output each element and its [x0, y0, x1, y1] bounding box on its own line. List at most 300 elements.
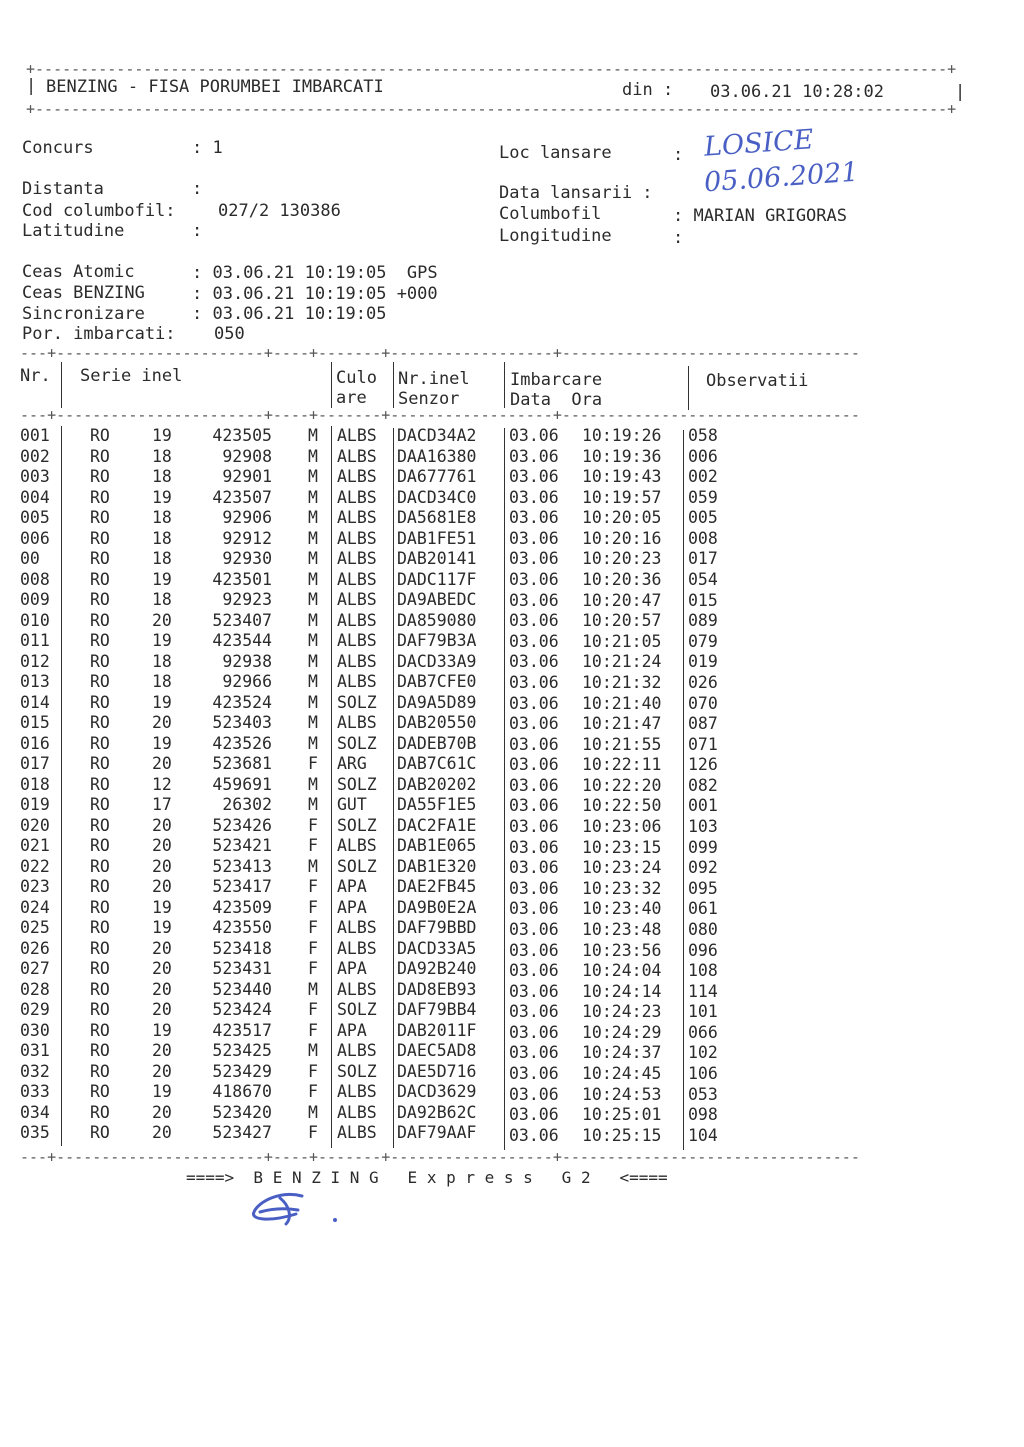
- cell-nr: 029: [20, 1000, 50, 1019]
- cell-date: 03.06: [509, 693, 559, 713]
- cell-year: 20: [152, 754, 172, 773]
- cell-time: 10:24:14: [582, 981, 662, 1001]
- cell-country: RO: [90, 446, 110, 466]
- cell-year: 19: [152, 733, 172, 753]
- table-row: [0, 467, 1000, 487]
- cell-nr: 030: [20, 1020, 50, 1040]
- cell-country: RO: [90, 569, 110, 589]
- cell-sex: M: [308, 467, 318, 486]
- cod-columbofil-value: 027/2 130386: [218, 201, 341, 221]
- sincronizare-label: Sincronizare: [22, 304, 145, 324]
- cell-nr: 024: [20, 897, 50, 917]
- cell-ring: 523681: [212, 754, 272, 773]
- cell-sex: F: [308, 1061, 318, 1081]
- cell-country: RO: [90, 528, 110, 548]
- cell-ring: 523424: [212, 1000, 272, 1019]
- cell-date: 03.06: [509, 919, 559, 939]
- cell-time: 10:21:47: [582, 714, 662, 734]
- columbofil-label: Columbofil: [499, 204, 602, 224]
- cell-color: APA: [337, 959, 367, 978]
- cell-obs: 089: [688, 611, 718, 631]
- cell-country: RO: [90, 508, 110, 527]
- cell-ring: 523421: [212, 836, 272, 855]
- table-row: [0, 775, 1000, 795]
- cell-date: 03.06: [509, 446, 559, 466]
- cell-date: 03.06: [509, 755, 559, 775]
- cell-year: 19: [152, 692, 172, 712]
- cell-sensor: DACD34A2: [397, 426, 477, 445]
- cell-color: ALBS: [337, 487, 377, 507]
- cell-country: RO: [90, 733, 110, 753]
- cell-nr: 004: [20, 487, 50, 507]
- cell-time: 10:22:11: [582, 755, 662, 775]
- cell-date: 03.06: [509, 837, 559, 857]
- table-top-border: ---+-----------------------+----+-------+------------------+---------------------------------: [20, 344, 860, 362]
- cell-obs: 104: [688, 1125, 718, 1145]
- cell-obs: 079: [688, 631, 718, 651]
- table-row: [0, 939, 1000, 959]
- cell-time: 10:24:53: [582, 1084, 662, 1104]
- cell-ring: 523429: [212, 1061, 272, 1081]
- cell-time: 10:21:40: [582, 693, 662, 713]
- cell-time: 10:24:23: [582, 1002, 662, 1022]
- cell-sensor: DAB2011F: [397, 1020, 477, 1040]
- table-row: [0, 877, 1000, 897]
- cell-country: RO: [90, 426, 110, 445]
- concurs-value: : 1: [192, 138, 223, 158]
- cell-color: ALBS: [337, 508, 377, 527]
- cell-color: ALBS: [337, 918, 377, 937]
- table-row: [0, 980, 1000, 1000]
- table-row: [0, 754, 1000, 774]
- cell-sex: F: [308, 1000, 318, 1019]
- table-row: [0, 713, 1000, 733]
- cell-country: RO: [90, 979, 110, 999]
- cell-nr: 031: [20, 1041, 50, 1060]
- cell-color: ALBS: [337, 610, 377, 630]
- cell-color: ALBS: [337, 1041, 377, 1060]
- data-lansarii-value-handwritten: 05.06.2021: [703, 156, 860, 199]
- cell-ring: 423544: [212, 631, 272, 650]
- cell-country: RO: [90, 815, 110, 835]
- cell-year: 17: [152, 795, 172, 814]
- cell-nr: 016: [20, 733, 50, 753]
- table-row: [0, 672, 1000, 692]
- cell-color: ARG: [337, 754, 367, 773]
- cell-sensor: DAF79BBD: [397, 918, 477, 937]
- cell-obs: 001: [688, 796, 718, 816]
- cell-obs: 096: [688, 940, 718, 960]
- footer-banner: ====> B E N Z I N G E x p r e s s G 2 <====: [186, 1168, 668, 1187]
- cell-sex: F: [308, 1020, 318, 1040]
- cell-obs: 103: [688, 817, 718, 837]
- data-lansarii-label: Data lansarii :: [499, 183, 653, 203]
- loc-colon: :: [673, 145, 684, 165]
- col-header-culoare-1: Culo: [336, 368, 377, 388]
- cell-color: ALBS: [337, 1082, 377, 1101]
- table-header-bottom-border: ---+-----------------------+----+-------+------------------+---------------------------------: [20, 406, 860, 424]
- cell-nr: 028: [20, 979, 50, 999]
- table-bottom-border: ---+-----------------------+----+-------+------------------+---------------------------------: [20, 1148, 860, 1166]
- cell-country: RO: [90, 1123, 110, 1142]
- cell-year: 19: [152, 918, 172, 937]
- cell-obs: 071: [688, 734, 718, 754]
- cell-nr: 005: [20, 508, 50, 527]
- cell-ring: 423550: [212, 918, 272, 937]
- cell-date: 03.06: [509, 426, 559, 445]
- cell-time: 10:20:57: [582, 611, 662, 631]
- cell-sensor: DACD33A9: [397, 651, 477, 671]
- cell-obs: 080: [688, 919, 718, 939]
- cell-date: 03.06: [509, 549, 559, 569]
- cell-color: ALBS: [337, 938, 377, 958]
- cell-time: 10:23:06: [582, 817, 662, 837]
- cell-obs: 054: [688, 570, 718, 590]
- table-row: [0, 1123, 1000, 1143]
- cell-year: 20: [152, 877, 172, 896]
- cell-country: RO: [90, 754, 110, 773]
- cell-country: RO: [90, 631, 110, 650]
- cell-sex: M: [308, 713, 318, 732]
- cell-time: 10:19:26: [582, 426, 662, 445]
- cell-sex: M: [308, 774, 318, 794]
- cell-date: 03.06: [509, 734, 559, 754]
- cell-nr: 018: [20, 774, 50, 794]
- cell-date: 03.06: [509, 1002, 559, 1022]
- cell-obs: 026: [688, 672, 718, 692]
- cell-sensor: DAE2FB45: [397, 877, 477, 896]
- cell-obs: 002: [688, 467, 718, 487]
- cell-obs: 006: [688, 446, 718, 466]
- cell-date: 03.06: [509, 775, 559, 795]
- cell-sex: M: [308, 795, 318, 814]
- cell-color: ALBS: [337, 979, 377, 999]
- cell-color: SOLZ: [337, 774, 377, 794]
- cell-country: RO: [90, 1102, 110, 1122]
- cod-columbofil-label: Cod columbofil:: [22, 201, 176, 221]
- cell-year: 20: [152, 959, 172, 978]
- cell-obs: 092: [688, 858, 718, 878]
- cell-obs: 066: [688, 1022, 718, 1042]
- table-row: [0, 1000, 1000, 1020]
- cell-ring: 423509: [212, 897, 272, 917]
- table-row: [0, 734, 1000, 754]
- cell-year: 20: [152, 979, 172, 999]
- cell-year: 19: [152, 426, 172, 445]
- cell-nr: 034: [20, 1102, 50, 1122]
- cell-date: 03.06: [509, 652, 559, 672]
- cell-sensor: DAEC5AD8: [397, 1041, 477, 1060]
- cell-country: RO: [90, 938, 110, 958]
- cell-year: 18: [152, 651, 172, 671]
- columbofil-value: : MARIAN GRIGORAS: [673, 206, 847, 226]
- cell-sensor: DACD33A5: [397, 938, 477, 958]
- cell-country: RO: [90, 795, 110, 814]
- cell-obs: 061: [688, 899, 718, 919]
- cell-nr: 035: [20, 1123, 50, 1142]
- latitudine-value: :: [192, 221, 203, 241]
- cell-country: RO: [90, 692, 110, 712]
- cell-color: APA: [337, 1020, 367, 1040]
- cell-year: 19: [152, 487, 172, 507]
- cell-ring: 26302: [222, 795, 272, 814]
- cell-sex: F: [308, 918, 318, 937]
- table-row: [0, 795, 1000, 815]
- vline-imbarcare: [504, 362, 505, 408]
- cell-country: RO: [90, 590, 110, 609]
- cell-sensor: DADEB70B: [397, 733, 477, 753]
- table-row: [0, 529, 1000, 549]
- cell-time: 10:25:01: [582, 1105, 662, 1125]
- cell-obs: 087: [688, 714, 718, 734]
- cell-sensor: DA9A5D89: [397, 692, 477, 712]
- table-row: [0, 631, 1000, 651]
- cell-color: ALBS: [337, 590, 377, 609]
- cell-date: 03.06: [509, 1043, 559, 1063]
- cell-nr: 015: [20, 713, 50, 732]
- cell-sensor: DAF79BB4: [397, 1000, 477, 1019]
- cell-ring: 523418: [212, 938, 272, 958]
- cell-date: 03.06: [509, 796, 559, 816]
- cell-nr: 023: [20, 877, 50, 896]
- cell-sex: M: [308, 549, 318, 568]
- cell-year: 18: [152, 590, 172, 609]
- cell-ring: 92930: [222, 549, 272, 568]
- latitudine-label: Latitudine: [22, 221, 125, 241]
- cell-ring: 92966: [222, 672, 272, 691]
- cell-nr: 014: [20, 692, 50, 712]
- cell-sensor: DAB7C61C: [397, 754, 477, 773]
- cell-obs: 070: [688, 693, 718, 713]
- cell-ring: 523407: [212, 610, 272, 630]
- cell-color: SOLZ: [337, 1000, 377, 1019]
- table-row: [0, 447, 1000, 467]
- cell-date: 03.06: [509, 1022, 559, 1042]
- cell-nr: 006: [20, 528, 50, 548]
- table-row: [0, 959, 1000, 979]
- cell-country: RO: [90, 877, 110, 896]
- cell-sensor: DADC117F: [397, 569, 477, 589]
- cell-country: RO: [90, 672, 110, 691]
- cell-sex: M: [308, 1102, 318, 1122]
- cell-year: 19: [152, 569, 172, 589]
- table-row: [0, 570, 1000, 590]
- table-row: [0, 549, 1000, 569]
- cell-year: 20: [152, 1102, 172, 1122]
- cell-ring: 423526: [212, 733, 272, 753]
- table-row: [0, 918, 1000, 938]
- cell-sex: F: [308, 897, 318, 917]
- cell-date: 03.06: [509, 899, 559, 919]
- cell-country: RO: [90, 897, 110, 917]
- cell-date: 03.06: [509, 1084, 559, 1104]
- cell-sex: F: [308, 877, 318, 896]
- cell-year: 20: [152, 1061, 172, 1081]
- col-header-nr-inel-2: Senzor: [398, 389, 460, 409]
- cell-time: 10:20:36: [582, 570, 662, 590]
- cell-nr: 012: [20, 651, 50, 671]
- cell-color: SOLZ: [337, 815, 377, 835]
- table-row: [0, 1062, 1000, 1082]
- cell-sex: M: [308, 651, 318, 671]
- cell-nr: 002: [20, 446, 50, 466]
- cell-time: 10:24:04: [582, 961, 662, 981]
- cell-sensor: DA92B62C: [397, 1102, 477, 1122]
- table-row: [0, 1041, 1000, 1061]
- cell-time: 10:24:29: [582, 1022, 662, 1042]
- cell-color: ALBS: [337, 1123, 377, 1142]
- cell-nr: 033: [20, 1082, 50, 1101]
- cell-color: ALBS: [337, 1102, 377, 1122]
- cell-country: RO: [90, 1082, 110, 1101]
- loc-value-handwritten: LOSICE: [703, 124, 815, 163]
- table-row: [0, 611, 1000, 631]
- table-row: [0, 508, 1000, 528]
- cell-color: ALBS: [337, 836, 377, 855]
- cell-ring: 523403: [212, 713, 272, 732]
- cell-sensor: DAF79AAF: [397, 1123, 477, 1142]
- cell-sex: M: [308, 426, 318, 445]
- cell-obs: 098: [688, 1105, 718, 1125]
- cell-time: 10:20:05: [582, 508, 662, 528]
- table-row: [0, 488, 1000, 508]
- cell-time: 10:23:40: [582, 899, 662, 919]
- cell-sensor: DA677761: [397, 467, 477, 486]
- cell-year: 20: [152, 610, 172, 630]
- cell-nr: 017: [20, 754, 50, 773]
- cell-sex: F: [308, 836, 318, 855]
- cell-date: 03.06: [509, 961, 559, 981]
- table-row: [0, 857, 1000, 877]
- cell-sensor: DA5681E8: [397, 508, 477, 527]
- cell-nr: 019: [20, 795, 50, 814]
- por-imbarcati-value: 050: [214, 324, 245, 344]
- cell-date: 03.06: [509, 590, 559, 610]
- cell-date: 03.06: [509, 611, 559, 631]
- cell-sensor: DA92B240: [397, 959, 477, 978]
- ceas-benzing-value: : 03.06.21 10:19:05 +000: [192, 284, 438, 304]
- cell-sex: M: [308, 610, 318, 630]
- cell-time: 10:21:05: [582, 631, 662, 651]
- cell-time: 10:23:56: [582, 940, 662, 960]
- cell-time: 10:19:43: [582, 467, 662, 487]
- cell-ring: 423517: [212, 1020, 272, 1040]
- cell-country: RO: [90, 918, 110, 937]
- cell-sex: M: [308, 528, 318, 548]
- cell-year: 18: [152, 508, 172, 527]
- cell-year: 18: [152, 528, 172, 548]
- table-row: [0, 1103, 1000, 1123]
- table-row: [0, 1021, 1000, 1041]
- cell-sensor: DAD8EB93: [397, 979, 477, 999]
- signature-mark: [240, 1188, 350, 1228]
- cell-year: 19: [152, 1020, 172, 1040]
- report-title: BENZING - FISA PORUMBEI IMBARCATI: [46, 77, 384, 97]
- cell-color: ALBS: [337, 467, 377, 486]
- cell-ring: 523417: [212, 877, 272, 896]
- cell-sex: M: [308, 590, 318, 609]
- cell-date: 03.06: [509, 981, 559, 1001]
- cell-ring: 523431: [212, 959, 272, 978]
- cell-sensor: DAE5D716: [397, 1061, 477, 1081]
- cell-sensor: DAB1E320: [397, 856, 477, 876]
- cell-obs: 053: [688, 1084, 718, 1104]
- cell-country: RO: [90, 1000, 110, 1019]
- cell-sex: M: [308, 569, 318, 589]
- cell-color: ALBS: [337, 713, 377, 732]
- cell-nr: 008: [20, 569, 50, 589]
- cell-year: 20: [152, 1041, 172, 1060]
- cell-color: ALBS: [337, 672, 377, 691]
- cell-country: RO: [90, 651, 110, 671]
- cell-obs: 019: [688, 652, 718, 672]
- cell-time: 10:23:32: [582, 878, 662, 898]
- cell-color: ALBS: [337, 631, 377, 650]
- cell-sensor: DAB7CFE0: [397, 672, 477, 691]
- cell-time: 10:23:15: [582, 837, 662, 857]
- cell-color: ALBS: [337, 569, 377, 589]
- cell-date: 03.06: [509, 940, 559, 960]
- col-header-serie-inel: Serie inel: [80, 366, 183, 386]
- cell-nr: 010: [20, 610, 50, 630]
- cell-date: 03.06: [509, 858, 559, 878]
- cell-color: ALBS: [337, 528, 377, 548]
- header-right-bar: |: [955, 82, 966, 102]
- cell-ring: 423524: [212, 692, 272, 712]
- cell-sex: M: [308, 733, 318, 753]
- cell-sex: F: [308, 938, 318, 958]
- cell-sex: M: [308, 487, 318, 507]
- cell-obs: 114: [688, 981, 718, 1001]
- cell-time: 10:24:37: [582, 1043, 662, 1063]
- cell-nr: 026: [20, 938, 50, 958]
- col-header-nr: Nr.: [20, 366, 51, 386]
- cell-country: RO: [90, 774, 110, 794]
- cell-obs: 059: [688, 487, 718, 507]
- header-bottom-border: +-----------------------------------------------------------------------------------------------------+: [26, 100, 957, 118]
- cell-country: RO: [90, 1041, 110, 1060]
- cell-year: 20: [152, 1000, 172, 1019]
- por-imbarcati-label: Por. imbarcati:: [22, 324, 176, 344]
- cell-country: RO: [90, 713, 110, 732]
- cell-obs: 108: [688, 961, 718, 981]
- cell-sensor: DACD3629: [397, 1082, 477, 1101]
- cell-time: 10:22:20: [582, 775, 662, 795]
- cell-time: 10:22:50: [582, 796, 662, 816]
- table-row: [0, 426, 1000, 446]
- sincronizare-value: : 03.06.21 10:19:05: [192, 304, 387, 324]
- cell-ring: 523425: [212, 1041, 272, 1060]
- cell-sex: M: [308, 692, 318, 712]
- cell-sex: M: [308, 672, 318, 691]
- table-row: [0, 898, 1000, 918]
- longitudine-value: :: [673, 228, 684, 248]
- cell-time: 10:20:47: [582, 590, 662, 610]
- cell-obs: 082: [688, 775, 718, 795]
- cell-ring: 418670: [212, 1082, 272, 1101]
- cell-color: APA: [337, 877, 367, 896]
- cell-sensor: DA9B0E2A: [397, 897, 477, 917]
- cell-color: SOLZ: [337, 1061, 377, 1081]
- cell-nr: 009: [20, 590, 50, 609]
- cell-date: 03.06: [509, 672, 559, 692]
- cell-nr: 00: [20, 549, 40, 568]
- cell-time: 10:24:45: [582, 1063, 662, 1083]
- cell-sex: F: [308, 815, 318, 835]
- col-header-imbarcare-1: Imbarcare: [510, 370, 603, 390]
- concurs-label: Concurs: [22, 138, 94, 158]
- cell-obs: 099: [688, 837, 718, 857]
